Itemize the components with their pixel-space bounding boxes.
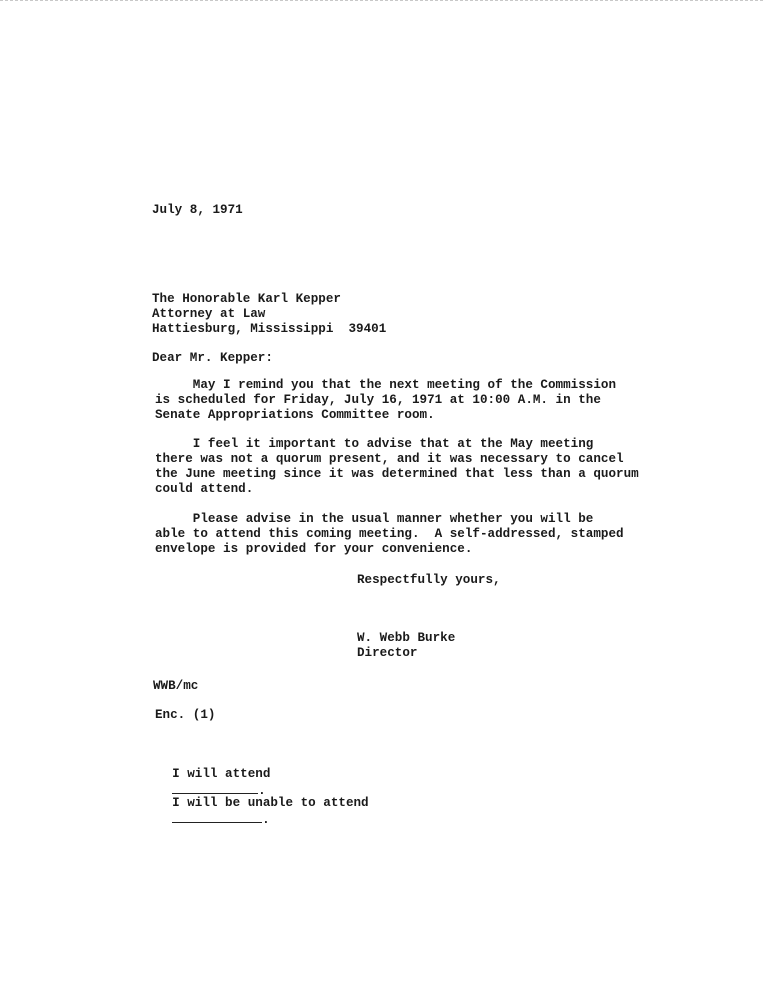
salutation: Dear Mr. Kepper: — [152, 351, 273, 365]
paragraph-3-line-3: envelope is provided for your convenience. — [155, 542, 473, 556]
paragraph-1-line-2: is scheduled for Friday, July 16, 1971 at 10:00 A.M. in the — [155, 393, 601, 407]
closing: Respectfully yours, — [357, 573, 501, 587]
letter-date: July 8, 1971 — [152, 203, 243, 217]
paragraph-3-line-2: able to attend this coming meeting. A self-addressed, stamped — [155, 527, 624, 541]
response-unable-label: I will be unable to attend — [172, 796, 369, 810]
signer-name: W. Webb Burke — [357, 631, 456, 645]
attend-period: . — [258, 784, 266, 798]
paragraph-2-line-3: the June meeting since it was determined that less than a quorum — [155, 467, 639, 481]
paragraph-1-line-1: May I remind you that the next meeting of the Commission — [155, 378, 617, 392]
signer-title: Director — [357, 646, 418, 660]
paragraph-2-line-2: there was not a quorum present, and it was necessary to cancel — [155, 452, 624, 466]
paragraph-2-line-4: could attend. — [155, 482, 254, 496]
paragraph-3-line-1: Please advise in the usual manner whether you will be — [155, 512, 594, 526]
recipient-address: Hattiesburg, Mississippi 39401 — [152, 322, 387, 336]
recipient-name: The Honorable Karl Kepper — [152, 292, 341, 306]
response-attend-label: I will attend — [172, 767, 271, 781]
recipient-title: Attorney at Law — [152, 307, 266, 321]
unable-blank-line — [172, 811, 262, 823]
unable-period: . — [262, 813, 270, 827]
paragraph-2-line-1: I feel it important to advise that at the May meeting — [155, 437, 594, 451]
page-top-edge — [0, 0, 763, 1]
paragraph-1-line-3: Senate Appropriations Committee room. — [155, 408, 435, 422]
response-unable — [157, 781, 369, 828]
typist-initials: WWB/mc — [153, 679, 199, 693]
enclosure-note: Enc. (1) — [155, 708, 216, 722]
